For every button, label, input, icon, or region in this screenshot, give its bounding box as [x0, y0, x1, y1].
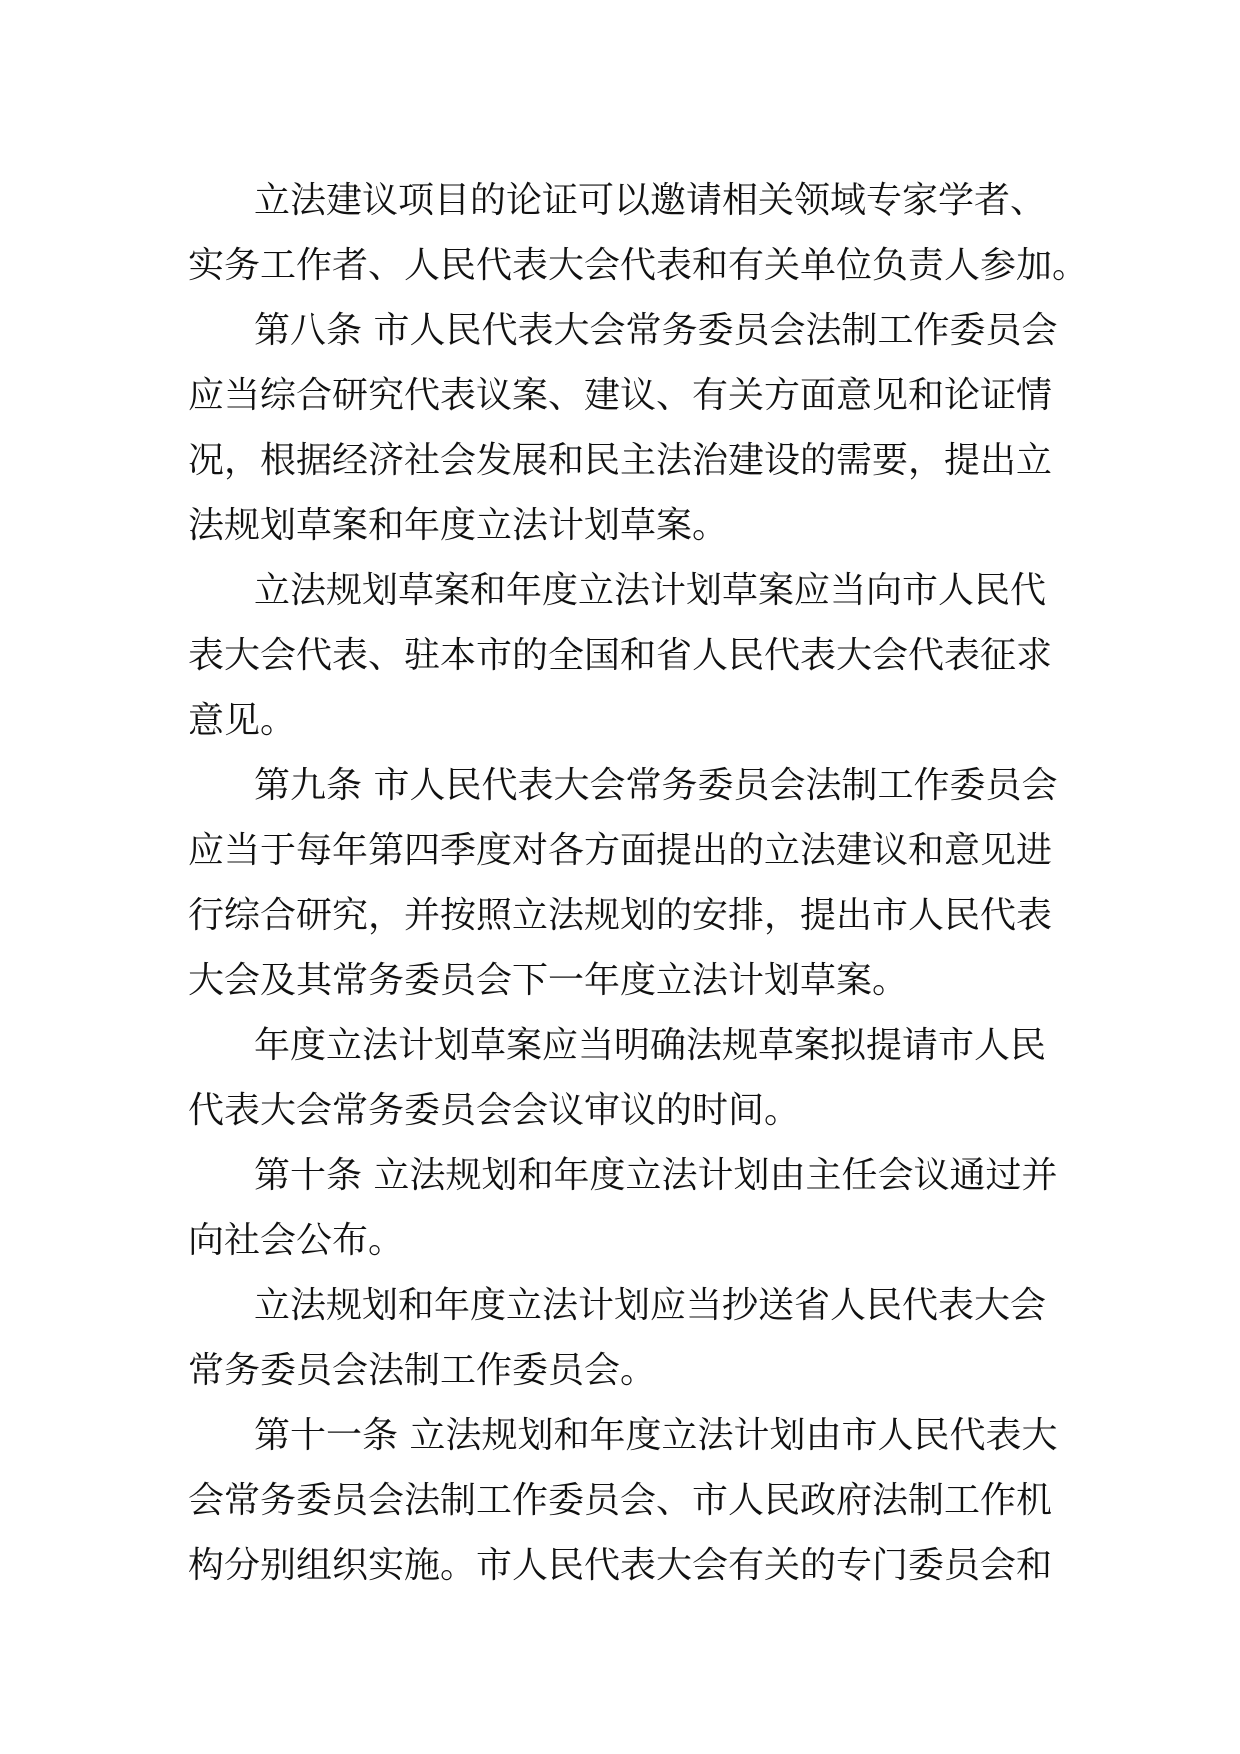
text-line: 立法建议项目的论证可以邀请相关领域专家学者、: [254, 180, 1047, 221]
text-line: 立法规划草案和年度立法计划草案应当向市人民代: [254, 570, 1047, 611]
text-line: 表大会代表、驻本市的全国和省人民代表大会代表征求: [188, 635, 1053, 676]
text-line: 向社会公布。: [188, 1220, 405, 1261]
text-line: 意见。: [188, 700, 297, 741]
text-line: 应当综合研究代表议案、建议、有关方面意见和论证情: [188, 375, 1053, 416]
text-line: 第十一条 立法规划和年度立法计划由市人民代表大: [254, 1415, 1058, 1456]
text-line: 实务工作者、人民代表大会代表和有关单位负责人参加。: [188, 245, 1089, 286]
text-line: 年度立法计划草案应当明确法规草案拟提请市人民: [254, 1025, 1047, 1066]
text-line: 第十条 立法规划和年度立法计划由主任会议通过并: [254, 1155, 1058, 1196]
text-line: 况，根据经济社会发展和民主法治建设的需要，提出立: [188, 440, 1053, 481]
text-line: 大会及其常务委员会下一年度立法计划草案。: [188, 960, 909, 1001]
text-line: 代表大会常务委员会会议审议的时间。: [188, 1090, 801, 1131]
text-line: 法规划草案和年度立法计划草案。: [188, 505, 729, 546]
text-line: 立法规划和年度立法计划应当抄送省人民代表大会: [254, 1285, 1047, 1326]
text-line: 第九条 市人民代表大会常务委员会法制工作委员会: [254, 765, 1058, 806]
text-line: 会常务委员会法制工作委员会、市人民政府法制工作机: [188, 1480, 1053, 1521]
text-line: 常务委员会法制工作委员会。: [188, 1350, 657, 1391]
text-line: 行综合研究，并按照立法规划的安排，提出市人民代表: [188, 895, 1053, 936]
text-line: 应当于每年第四季度对各方面提出的立法建议和意见进: [188, 830, 1053, 871]
document-body: [188, 168, 1089, 1598]
text-line: 第八条 市人民代表大会常务委员会法制工作委员会: [254, 310, 1058, 351]
text-line: 构分别组织实施。市人民代表大会有关的专门委员会和: [188, 1545, 1053, 1586]
